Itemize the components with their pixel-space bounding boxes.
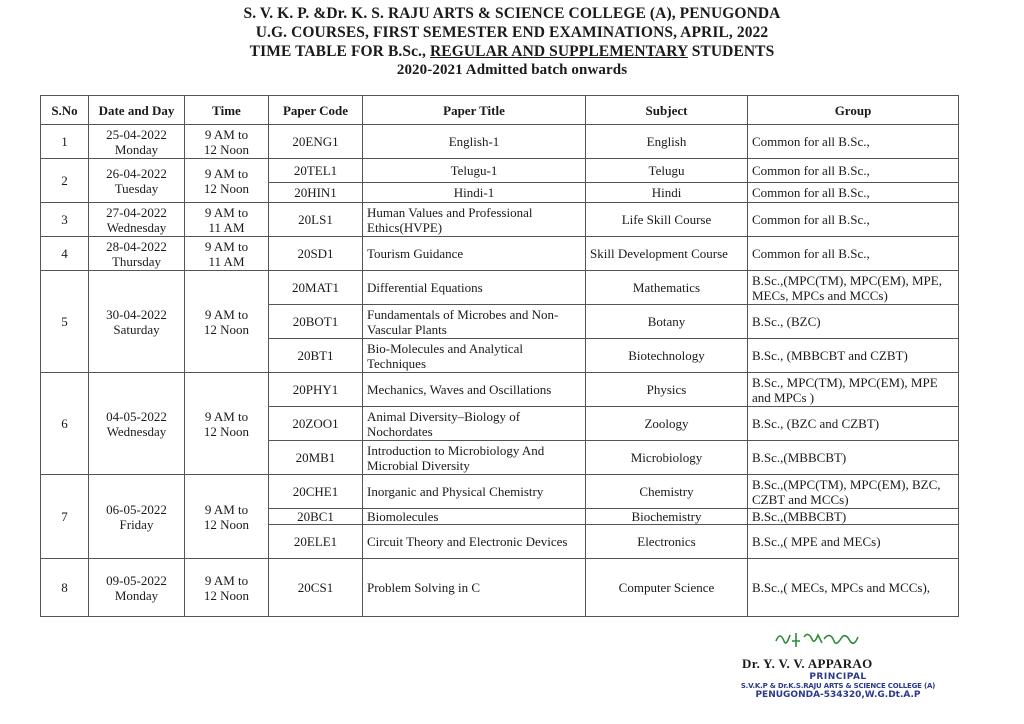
cell-date-day [89, 203, 185, 237]
timetable-title-suffix: STUDENTS [687, 43, 775, 60]
cell-date-day [89, 237, 185, 271]
cell-paper-title: Biomolecules [363, 509, 586, 525]
cell-date-day [89, 475, 185, 559]
cell-paper-code: 20MAT1 [269, 271, 363, 305]
cell-date: 06-05-2022 [106, 501, 167, 517]
cell-time [185, 203, 269, 237]
cell-paper-code: 20BOT1 [269, 305, 363, 339]
cell-paper-title: Problem Solving in C [363, 559, 586, 617]
cell-sno: 5 [41, 271, 89, 373]
cell-time-end: 12 Noon [203, 516, 250, 532]
signature-scribble-icon [772, 627, 862, 653]
cell-time-start: 9 AM to [204, 306, 249, 322]
cell-time [185, 237, 269, 271]
cell-paper-code: 20CHE1 [269, 475, 363, 509]
cell-time-start: 9 AM to [204, 204, 249, 220]
cell-day: Friday [119, 516, 154, 532]
cell-time [185, 159, 269, 203]
cell-subject: Mathematics [586, 271, 748, 305]
cell-group: Common for all B.Sc., [748, 183, 959, 203]
cell-group: Common for all B.Sc., [748, 159, 959, 183]
col-header-date: Date and Day [89, 96, 185, 125]
cell-paper-title: Introduction to Microbiology And Microbial Diversity [363, 441, 586, 475]
cell-group: B.Sc.,( MPE and MECs) [748, 525, 959, 559]
cell-paper-title: Mechanics, Waves and Oscillations [363, 373, 586, 407]
stamp-title: PRINCIPAL [809, 672, 867, 682]
col-header-time: Time [185, 96, 269, 125]
cell-date: 28-04-2022 [106, 238, 167, 254]
cell-paper-title: Telugu-1 [363, 159, 586, 183]
stamp-line-college: S.V.K.P & Dr.K.S.RAJU ARTS & SCIENCE COLLEGE (A) [740, 682, 936, 690]
cell-paper-title: English-1 [363, 125, 586, 159]
stamp-line-address: PENUGONDA-534320,W.G.Dt.A.P [755, 690, 921, 700]
cell-subject: English [586, 125, 748, 159]
cell-time-start: 9 AM to [204, 572, 249, 588]
batch-note: 2020-2021 Admitted batch onwards [396, 62, 628, 78]
cell-group: B.Sc.,(MBBCBT) [748, 441, 959, 475]
cell-time-start: 9 AM to [204, 238, 249, 254]
cell-paper-title: Animal Diversity–Biology of Nochordates [363, 407, 586, 441]
cell-date-day [89, 373, 185, 475]
cell-sno: 2 [41, 159, 89, 203]
cell-time-end: 12 Noon [203, 180, 250, 196]
table-row [41, 559, 959, 617]
cell-date: 30-04-2022 [106, 306, 167, 322]
cell-time-start: 9 AM to [204, 165, 249, 181]
cell-time-start: 9 AM to [204, 126, 249, 142]
cell-subject: Physics [586, 373, 748, 407]
cell-date-day [89, 159, 185, 203]
document-header [0, 4, 1024, 80]
cell-paper-code: 20TEL1 [269, 159, 363, 183]
cell-group: Common for all B.Sc., [748, 125, 959, 159]
cell-paper-code: 20ELE1 [269, 525, 363, 559]
cell-sno: 8 [41, 559, 89, 617]
cell-paper-title: Bio-Molecules and Analytical Techniques [363, 339, 586, 373]
cell-group: B.Sc., MPC(TM), MPC(EM), MPE and MPCs ) [748, 373, 959, 407]
cell-group: B.Sc.,(MPC(TM), MPC(EM), MPE, MECs, MPCs and MCCs) [748, 271, 959, 305]
cell-paper-title: Fundamentals of Microbes and Non-Vascular Plants [363, 305, 586, 339]
cell-subject: Life Skill Course [586, 203, 748, 237]
cell-time-start: 9 AM to [204, 501, 249, 517]
college-name: S. V. K. P. &Dr. K. S. RAJU ARTS & SCIENCE COLLEGE (A), PENUGONDA [243, 5, 781, 22]
cell-sno: 6 [41, 373, 89, 475]
cell-subject: Computer Science [586, 559, 748, 617]
cell-time [185, 125, 269, 159]
table-row [41, 203, 959, 237]
cell-subject: Zoology [586, 407, 748, 441]
exam-title: U.G. COURSES, FIRST SEMESTER END EXAMINATIONS, APRIL, 2022 [255, 24, 769, 41]
cell-day: Wednesday [106, 423, 167, 439]
col-header-title: Paper Title [363, 96, 586, 125]
signatory-name: Dr. Y. V. V. APPARAO [742, 656, 873, 671]
cell-subject: Microbiology [586, 441, 748, 475]
cell-paper-code: 20PHY1 [269, 373, 363, 407]
cell-sno: 7 [41, 475, 89, 559]
cell-subject: Hindi [586, 183, 748, 203]
cell-subject: Biochemistry [586, 509, 748, 525]
table-row [41, 237, 959, 271]
table-row [41, 373, 959, 407]
col-header-code: Paper Code [269, 96, 363, 125]
cell-group: B.Sc., (MBBCBT and CZBT) [748, 339, 959, 373]
table-header-row [41, 96, 959, 125]
timetable-title-highlight: REGULAR AND SUPPLEMENTARY [429, 43, 688, 60]
col-header-sno: S.No [41, 96, 89, 125]
cell-time [185, 271, 269, 373]
cell-sno: 1 [41, 125, 89, 159]
cell-paper-title: Differential Equations [363, 271, 586, 305]
cell-time-end: 11 AM [208, 253, 245, 269]
cell-paper-title: Hindi-1 [363, 183, 586, 203]
cell-paper-code: 20ZOO1 [269, 407, 363, 441]
cell-date: 26-04-2022 [106, 165, 167, 181]
cell-time [185, 373, 269, 475]
cell-paper-code: 20HIN1 [269, 183, 363, 203]
cell-date: 09-05-2022 [106, 572, 167, 588]
cell-day: Tuesday [114, 180, 159, 196]
col-header-group: Group [748, 96, 959, 125]
cell-day: Monday [114, 141, 159, 157]
cell-group: Common for all B.Sc., [748, 237, 959, 271]
cell-group: Common for all B.Sc., [748, 203, 959, 237]
cell-date-day [89, 559, 185, 617]
cell-group: B.Sc.,(MPC(TM), MPC(EM), BZC, CZBT and MCCs) [748, 475, 959, 509]
cell-date-day [89, 271, 185, 373]
cell-date: 27-04-2022 [106, 204, 167, 220]
cell-paper-title: Circuit Theory and Electronic Devices [363, 525, 586, 559]
cell-day: Wednesday [106, 219, 167, 235]
cell-subject: Skill Development Course [586, 237, 748, 271]
principal-stamp [738, 672, 938, 700]
cell-time-end: 12 Noon [203, 321, 250, 337]
col-header-subject: Subject [586, 96, 748, 125]
cell-group: B.Sc., (BZC and CZBT) [748, 407, 959, 441]
cell-group: B.Sc., (BZC) [748, 305, 959, 339]
cell-group: B.Sc.,(MBBCBT) [748, 509, 959, 525]
cell-day: Saturday [113, 321, 160, 337]
table-row [41, 271, 959, 305]
cell-subject: Chemistry [586, 475, 748, 509]
cell-subject: Biotechnology [586, 339, 748, 373]
cell-paper-code: 20ENG1 [269, 125, 363, 159]
cell-paper-title: Inorganic and Physical Chemistry [363, 475, 586, 509]
cell-paper-title: Human Values and Professional Ethics(HVPE) [363, 203, 586, 237]
cell-time-end: 12 Noon [203, 141, 250, 157]
table-row [41, 125, 959, 159]
cell-subject: Telugu [586, 159, 748, 183]
timetable-title [0, 42, 1024, 61]
cell-day: Thursday [111, 253, 162, 269]
cell-time-end: 12 Noon [203, 587, 250, 603]
cell-paper-code: 20SD1 [269, 237, 363, 271]
cell-sno: 3 [41, 203, 89, 237]
cell-paper-code: 20BT1 [269, 339, 363, 373]
cell-date: 25-04-2022 [106, 126, 167, 142]
cell-time-start: 9 AM to [204, 408, 249, 424]
cell-day: Monday [114, 587, 159, 603]
cell-sno: 4 [41, 237, 89, 271]
cell-time-end: 12 Noon [203, 423, 250, 439]
timetable-title-prefix: TIME TABLE FOR B.Sc., [249, 43, 430, 60]
cell-subject: Electronics [586, 525, 748, 559]
table-row [41, 159, 959, 183]
cell-group: B.Sc.,( MECs, MPCs and MCCs), [748, 559, 959, 617]
cell-subject: Botany [586, 305, 748, 339]
cell-paper-code: 20MB1 [269, 441, 363, 475]
cell-time [185, 475, 269, 559]
cell-paper-code: 20LS1 [269, 203, 363, 237]
cell-time [185, 559, 269, 617]
cell-date-day [89, 125, 185, 159]
cell-paper-code: 20CS1 [269, 559, 363, 617]
cell-paper-code: 20BC1 [269, 509, 363, 525]
timetable-body [41, 125, 959, 617]
cell-date: 04-05-2022 [106, 408, 167, 424]
table-row [41, 475, 959, 509]
cell-time-end: 11 AM [208, 219, 245, 235]
cell-paper-title: Tourism Guidance [363, 237, 586, 271]
timetable [40, 95, 959, 617]
